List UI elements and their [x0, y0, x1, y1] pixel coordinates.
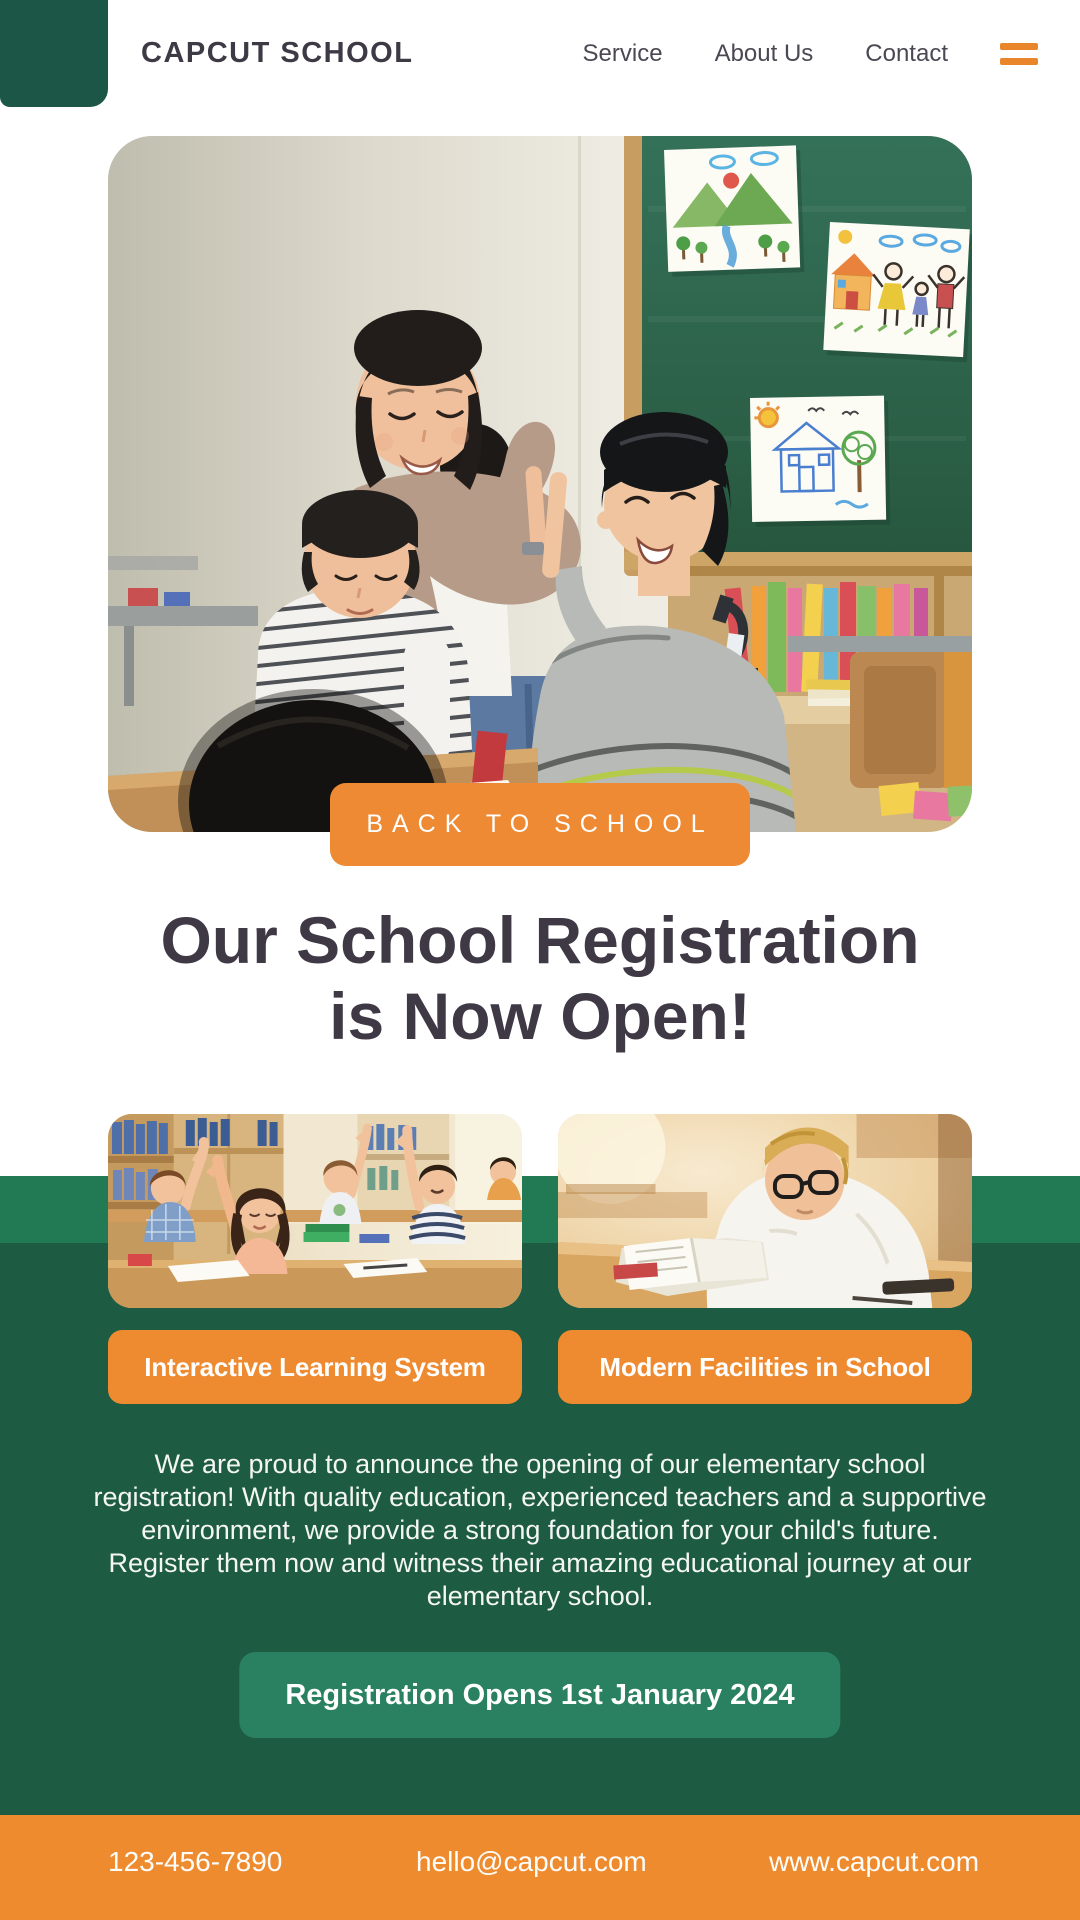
logo-green-square	[0, 0, 108, 107]
nav-link-about[interactable]: About Us	[714, 39, 814, 67]
hero-classroom-photo	[108, 136, 972, 832]
modern-facilities-button[interactable]: Modern Facilities in School	[558, 1330, 972, 1404]
photo-card-interactive-learning	[108, 1114, 522, 1308]
logo-text[interactable]: CAPCUT SCHOOL	[141, 37, 414, 69]
nav	[583, 0, 1038, 107]
header	[0, 0, 1080, 122]
hero-photo-frame	[108, 136, 972, 832]
students-raising-hands-photo	[108, 1114, 522, 1308]
photo-cards-row	[108, 1114, 972, 1308]
photo-card-modern-facilities	[558, 1114, 972, 1308]
menu-bar	[1000, 58, 1038, 65]
student-writing-photo	[558, 1114, 972, 1308]
registration-opens-button[interactable]: Registration Opens 1st January 2024	[239, 1652, 840, 1738]
nav-link-service[interactable]: Service	[582, 39, 663, 67]
page-title-line1: Our School Registration	[160, 903, 920, 977]
page-title	[0, 902, 1080, 1054]
footer-phone[interactable]: 123-456-7890	[108, 1846, 283, 1877]
menu-bar	[1000, 43, 1038, 50]
footer-website[interactable]: www.capcut.com	[769, 1846, 980, 1877]
feature-buttons-row	[108, 1330, 972, 1404]
menu-icon[interactable]	[1000, 43, 1038, 65]
nav-link-contact[interactable]: Contact	[865, 39, 948, 67]
back-to-school-button[interactable]: BACK TO SCHOOL	[330, 783, 750, 866]
announcement-paragraph: We are proud to announce the opening of our elementary school registration! With quality education, experienced teachers and a supportive environment, we provide a strong foundation for your child's future. Register them now and witness their amazing educational journey at our elementary school.	[93, 1449, 987, 1611]
interactive-learning-button[interactable]: Interactive Learning System	[108, 1330, 522, 1404]
page-title-line2: is Now Open!	[329, 979, 751, 1053]
footer-email[interactable]: hello@capcut.com	[416, 1846, 647, 1877]
